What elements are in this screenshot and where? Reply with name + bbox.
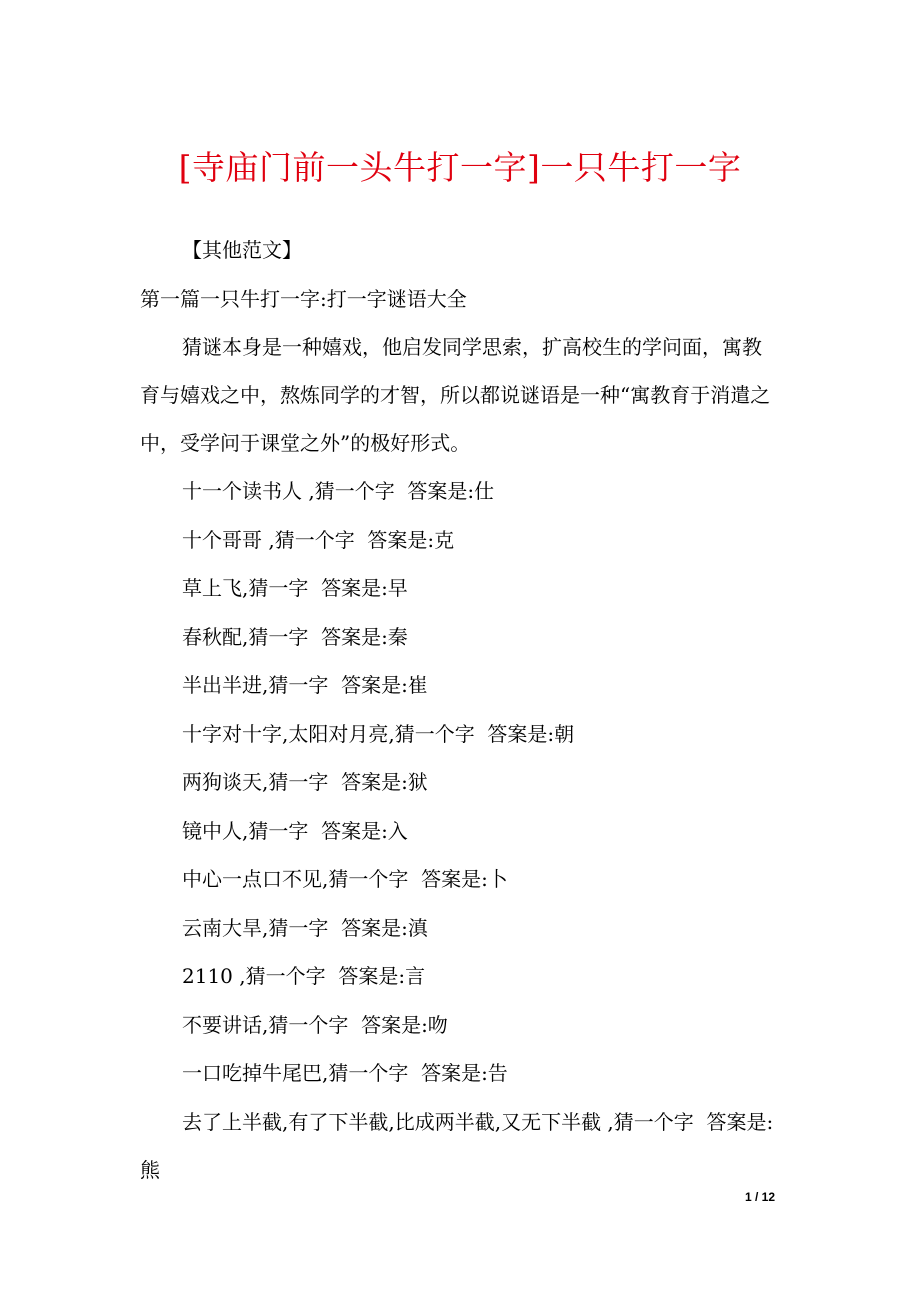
riddle-item: 去了上半截,有了下半截,比成两半截,又无下半截 ,猜一个字 答案是:熊 [140, 1109, 774, 1182]
riddle-list [140, 467, 780, 1195]
riddle-item: 十个哥哥 ,猜一个字 答案是:克 [182, 527, 455, 552]
riddle-item: 中心一点口不见,猜一个字 答案是:卜 [182, 867, 508, 891]
riddle-item: 镜中人,猜一字 答案是:入 [182, 818, 408, 843]
article-heading: 第一篇一只牛打一字:打一字谜语大全 [140, 286, 467, 311]
document-body [140, 226, 780, 1195]
riddle-item: 半出半进,猜一字 答案是:崔 [182, 673, 428, 697]
riddle-item: 一口吃掉牛尾巴,猜一个字 答案是:告 [182, 1061, 508, 1085]
page-number: 1 / 12 [745, 1190, 776, 1204]
riddle-item: 2110 ,猜一个字 答案是:言 [182, 964, 426, 988]
intro-paragraph: 猜谜本身是一种嬉戏，他启发同学思索，扩高校生的学问面，寓教育与嬉戏之中，熬炼同学的才智，所以都说谜语是一种“寓教育于消遣之中，受学问于课堂之外”的极好形式。 [140, 335, 771, 455]
document-title: [寺庙门前一头牛打一字]一只牛打一字 [178, 148, 742, 187]
riddle-item: 十一个读书人 ,猜一个字 答案是:仕 [182, 479, 495, 503]
riddle-item: 草上飞,猜一字 答案是:早 [182, 576, 408, 600]
riddle-item: 春秋配,猜一字 答案是:秦 [182, 624, 408, 649]
riddle-item: 十字对十字,太阳对月亮,猜一个字 答案是:朝 [182, 721, 575, 746]
riddle-item: 两狗谈天,猜一字 答案是:狱 [182, 770, 428, 794]
riddle-item: 云南大旱,猜一字 答案是:滇 [182, 915, 428, 940]
riddle-item: 不要讲话,猜一个字 答案是:吻 [182, 1012, 448, 1037]
section-tag: 【其他范文】 [182, 238, 302, 262]
